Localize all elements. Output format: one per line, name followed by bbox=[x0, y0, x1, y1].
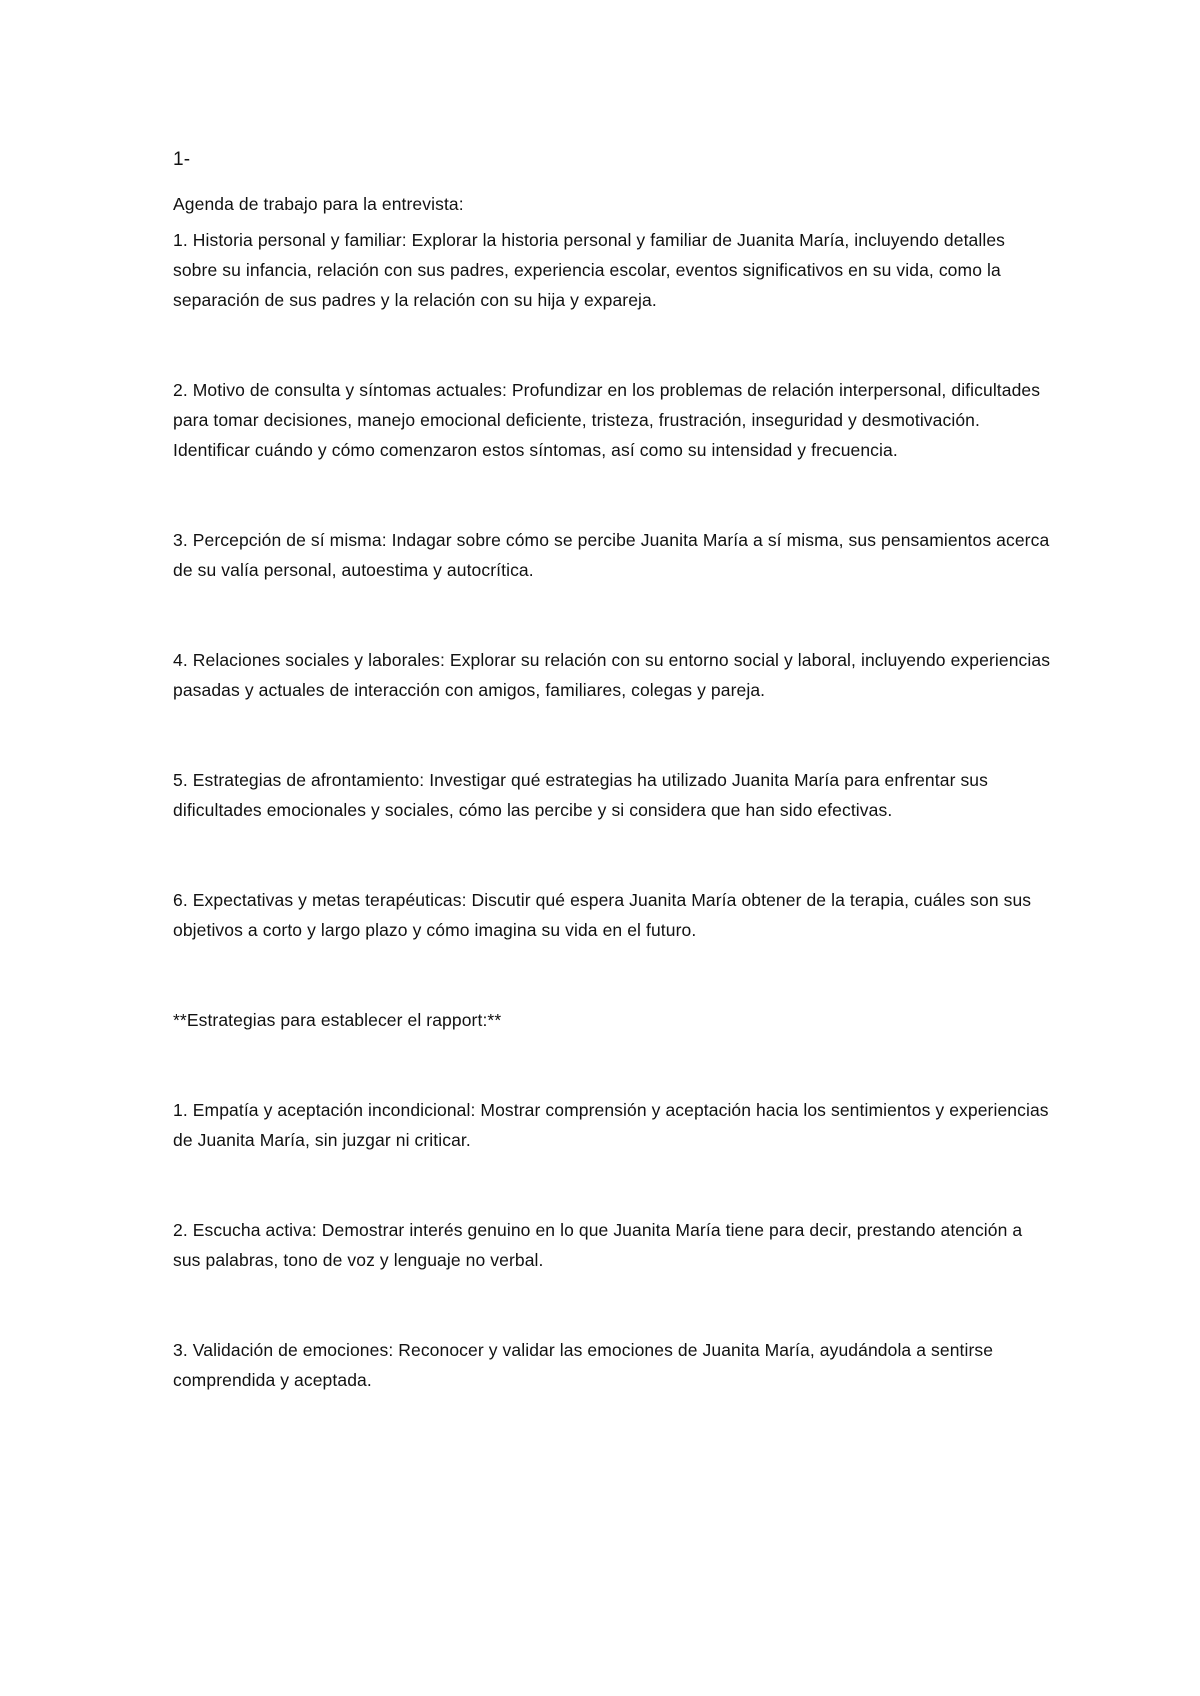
section-heading: 1- bbox=[173, 149, 191, 170]
agenda-intro: Agenda de trabajo para la entrevista: bbox=[173, 194, 464, 214]
rapport-heading: **Estrategias para establecer el rapport:** bbox=[173, 1010, 502, 1030]
agenda-item-5: 5. Estrategias de afrontamiento: Investigar qué estrategias ha utilizado Juanita María para enfrentar sus dificultades emocionales y sociales, cómo las percibe y si considera que han sido efectivas. bbox=[173, 770, 988, 820]
agenda-item-1: 1. Historia personal y familiar: Explorar la historia personal y familiar de Juanita María, incluyendo detalles sobre su infancia, relación con sus padres, experiencia escolar, eventos significativos en su vida, como la separación de sus padres y la relación con su hija y expareja. bbox=[173, 230, 1006, 310]
document-body bbox=[173, 145, 1053, 1395]
rapport-item-1: 1. Empatía y aceptación incondicional: Mostrar comprensión y aceptación hacia los sentimientos y experiencias de Juanita María, sin juzgar ni criticar. bbox=[173, 1100, 1049, 1150]
agenda-item-6: 6. Expectativas y metas terapéuticas: Discutir qué espera Juanita María obtener de la terapia, cuáles son sus objetivos a corto y largo plazo y cómo imagina su vida en el futuro. bbox=[173, 890, 1032, 940]
agenda-item-4: 4. Relaciones sociales y laborales: Explorar su relación con su entorno social y laboral, incluyendo experiencias pasadas y actuales de interacción con amigos, familiares, colegas y pareja. bbox=[173, 650, 1051, 700]
rapport-item-2: 2. Escucha activa: Demostrar interés genuino en lo que Juanita María tiene para decir, prestando atención a sus palabras, tono de voz y lenguaje no verbal. bbox=[173, 1220, 1023, 1270]
agenda-item-3: 3. Percepción de sí misma: Indagar sobre cómo se percibe Juanita María a sí misma, sus pensamientos acerca de su valía personal, autoestima y autocrítica. bbox=[173, 530, 1050, 580]
rapport-item-3: 3. Validación de emociones: Reconocer y validar las emociones de Juanita María, ayudándola a sentirse comprendida y aceptada. bbox=[173, 1340, 994, 1390]
agenda-item-2: 2. Motivo de consulta y síntomas actuales: Profundizar en los problemas de relación interpersonal, dificultades para tomar decisiones, manejo emocional deficiente, tristeza, frustración, inseguridad y desmotivación. Identificar cuándo y cómo comenzaron estos síntomas, así como su intensidad y frecuencia. bbox=[173, 380, 1041, 460]
